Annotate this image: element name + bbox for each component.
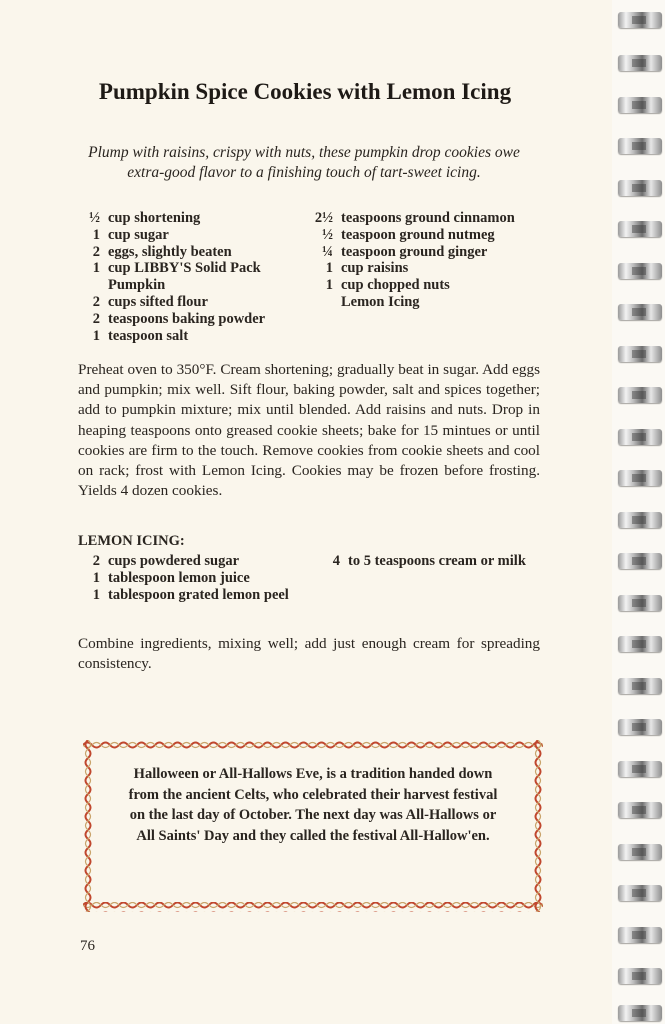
ingredient-text: teaspoon ground nutmeg xyxy=(341,226,495,243)
ingredient-quantity: 1 xyxy=(92,569,100,586)
halloween-note-box xyxy=(83,740,543,912)
ingredient-text: teaspoon ground ginger xyxy=(341,243,488,260)
ingredient-item xyxy=(303,227,553,244)
spiral-ring xyxy=(618,429,662,445)
ingredient-quantity: 1 xyxy=(325,277,333,294)
spiral-ring xyxy=(618,512,662,528)
ingredient-quantity: 1 xyxy=(92,586,100,603)
spiral-ring xyxy=(618,387,662,403)
ingredient-text: eggs, slightly beaten xyxy=(108,243,232,260)
ingredient-text: cup chopped nuts xyxy=(341,277,450,294)
ingredient-item xyxy=(78,587,298,604)
spiral-ring xyxy=(618,678,662,694)
icing-ingredients-left xyxy=(78,553,298,603)
ingredient-text: cup sugar xyxy=(108,226,169,243)
spiral-ring xyxy=(618,470,662,486)
spiral-ring xyxy=(618,761,662,777)
ingredient-item xyxy=(303,294,553,311)
spiral-ring xyxy=(618,885,662,901)
ingredient-quantity: 2 xyxy=(92,553,100,569)
spiral-ring xyxy=(618,263,662,279)
ingredient-text: teaspoons baking powder xyxy=(108,310,266,327)
ingredient-item xyxy=(78,570,298,587)
ingredient-item xyxy=(78,328,318,345)
icing-directions: Combine ingredients, mixing well; add just enough cream for spreading consistency. xyxy=(78,635,540,673)
ingredients-list-right xyxy=(303,210,553,311)
spiral-ring xyxy=(618,346,662,362)
ingredient-text: tablespoon grated lemon peel xyxy=(108,586,289,603)
ingredient-text: cup shortening xyxy=(108,210,201,226)
spiral-ring xyxy=(618,12,662,28)
recipe-title: Pumpkin Spice Cookies with Lemon Icing xyxy=(98,79,512,104)
ingredient-text: to 5 teaspoons cream or milk xyxy=(348,553,526,569)
ingredient-item xyxy=(303,260,553,277)
spiral-ring xyxy=(618,138,662,154)
spiral-ring xyxy=(618,927,662,943)
ingredient-text: cup LIBBY'S Solid Pack Pumpkin xyxy=(108,260,261,294)
ingredient-text: Lemon Icing xyxy=(341,293,420,310)
ingredient-item xyxy=(303,210,553,227)
ingredient-quantity: ¼ xyxy=(322,243,333,260)
recipe-directions: Preheat oven to 350°F. Cream shortening; gradually beat in sugar. Add eggs and pumpkin; mix well. Sift flour, baking powder, salt and spices together; add to pumpkin mixture; mix until blended. Add raisins and nuts. Drop in heaping teaspoons onto greased cookie sheets; bake for 15 mintues or until cookies are firm to the touch. Remove cookies from cookie sheets and cool on rack; frost with Lemon Icing. Cookies may be frozen before frosting. Yields 4 dozen cookies. xyxy=(78,361,540,500)
ingredient-item xyxy=(303,277,553,294)
ingredient-quantity: 2 xyxy=(92,293,100,310)
ingredient-text: tablespoon lemon juice xyxy=(108,569,250,586)
spiral-ring xyxy=(618,97,662,113)
ingredient-text: teaspoons ground cinnamon xyxy=(341,210,515,226)
spiral-ring xyxy=(618,180,662,196)
ingredient-quantity: ½ xyxy=(322,226,333,243)
ingredient-item xyxy=(303,244,553,261)
spiral-ring xyxy=(618,636,662,652)
ingredient-item xyxy=(78,244,318,261)
ingredient-quantity: 1 xyxy=(92,260,100,277)
ingredients-list-left xyxy=(78,210,318,344)
lemon-icing-heading: LEMON ICING: xyxy=(78,533,185,549)
ingredient-quantity xyxy=(303,294,341,311)
spiral-ring xyxy=(618,221,662,237)
spiral-ring xyxy=(618,844,662,860)
spiral-ring xyxy=(618,595,662,611)
ingredient-item xyxy=(78,210,318,227)
ingredient-item xyxy=(78,260,318,294)
spiral-ring xyxy=(618,55,662,71)
ingredient-item xyxy=(78,553,298,570)
spiral-ring xyxy=(618,802,662,818)
ingredient-quantity: 2 xyxy=(92,243,100,260)
ingredient-item xyxy=(78,294,318,311)
spiral-ring xyxy=(618,553,662,569)
ingredient-quantity: 2 xyxy=(92,310,100,327)
ingredient-item xyxy=(78,311,318,328)
ingredient-text: cups powdered sugar xyxy=(108,553,240,569)
ingredient-quantity: 4 xyxy=(332,553,340,569)
ingredient-quantity: 2½ xyxy=(314,210,333,226)
spiral-ring xyxy=(618,968,662,984)
ingredient-item xyxy=(78,227,318,244)
ingredient-quantity: 1 xyxy=(92,327,100,344)
ingredient-quantity: 1 xyxy=(325,260,333,277)
ingredient-item xyxy=(318,553,538,570)
recipe-intro: Plump with raisins, crispy with nuts, these pumpkin drop cookies owe extra-good flavor to a finishing touch of tart-sweet icing. xyxy=(88,144,520,181)
ingredient-quantity: ½ xyxy=(89,210,100,226)
spiral-ring xyxy=(618,304,662,320)
halloween-note-text: Halloween or All-Hallows Eve, is a tradition handed down from the ancient Celts, who celebrated their harvest festival on the last day of October. The next day was All-Hallows or All Saints' Day and they called the festival All-Hallow'en. xyxy=(128,766,498,844)
ingredient-text: cup raisins xyxy=(341,260,409,277)
ingredient-text: cups sifted flour xyxy=(108,293,208,310)
page-number: 76 xyxy=(80,938,95,954)
icing-ingredients-right xyxy=(318,553,538,570)
ingredient-quantity: 1 xyxy=(92,226,100,243)
spiral-ring xyxy=(618,719,662,735)
spiral-ring xyxy=(618,1005,662,1021)
ingredient-text: teaspoon salt xyxy=(108,327,189,344)
